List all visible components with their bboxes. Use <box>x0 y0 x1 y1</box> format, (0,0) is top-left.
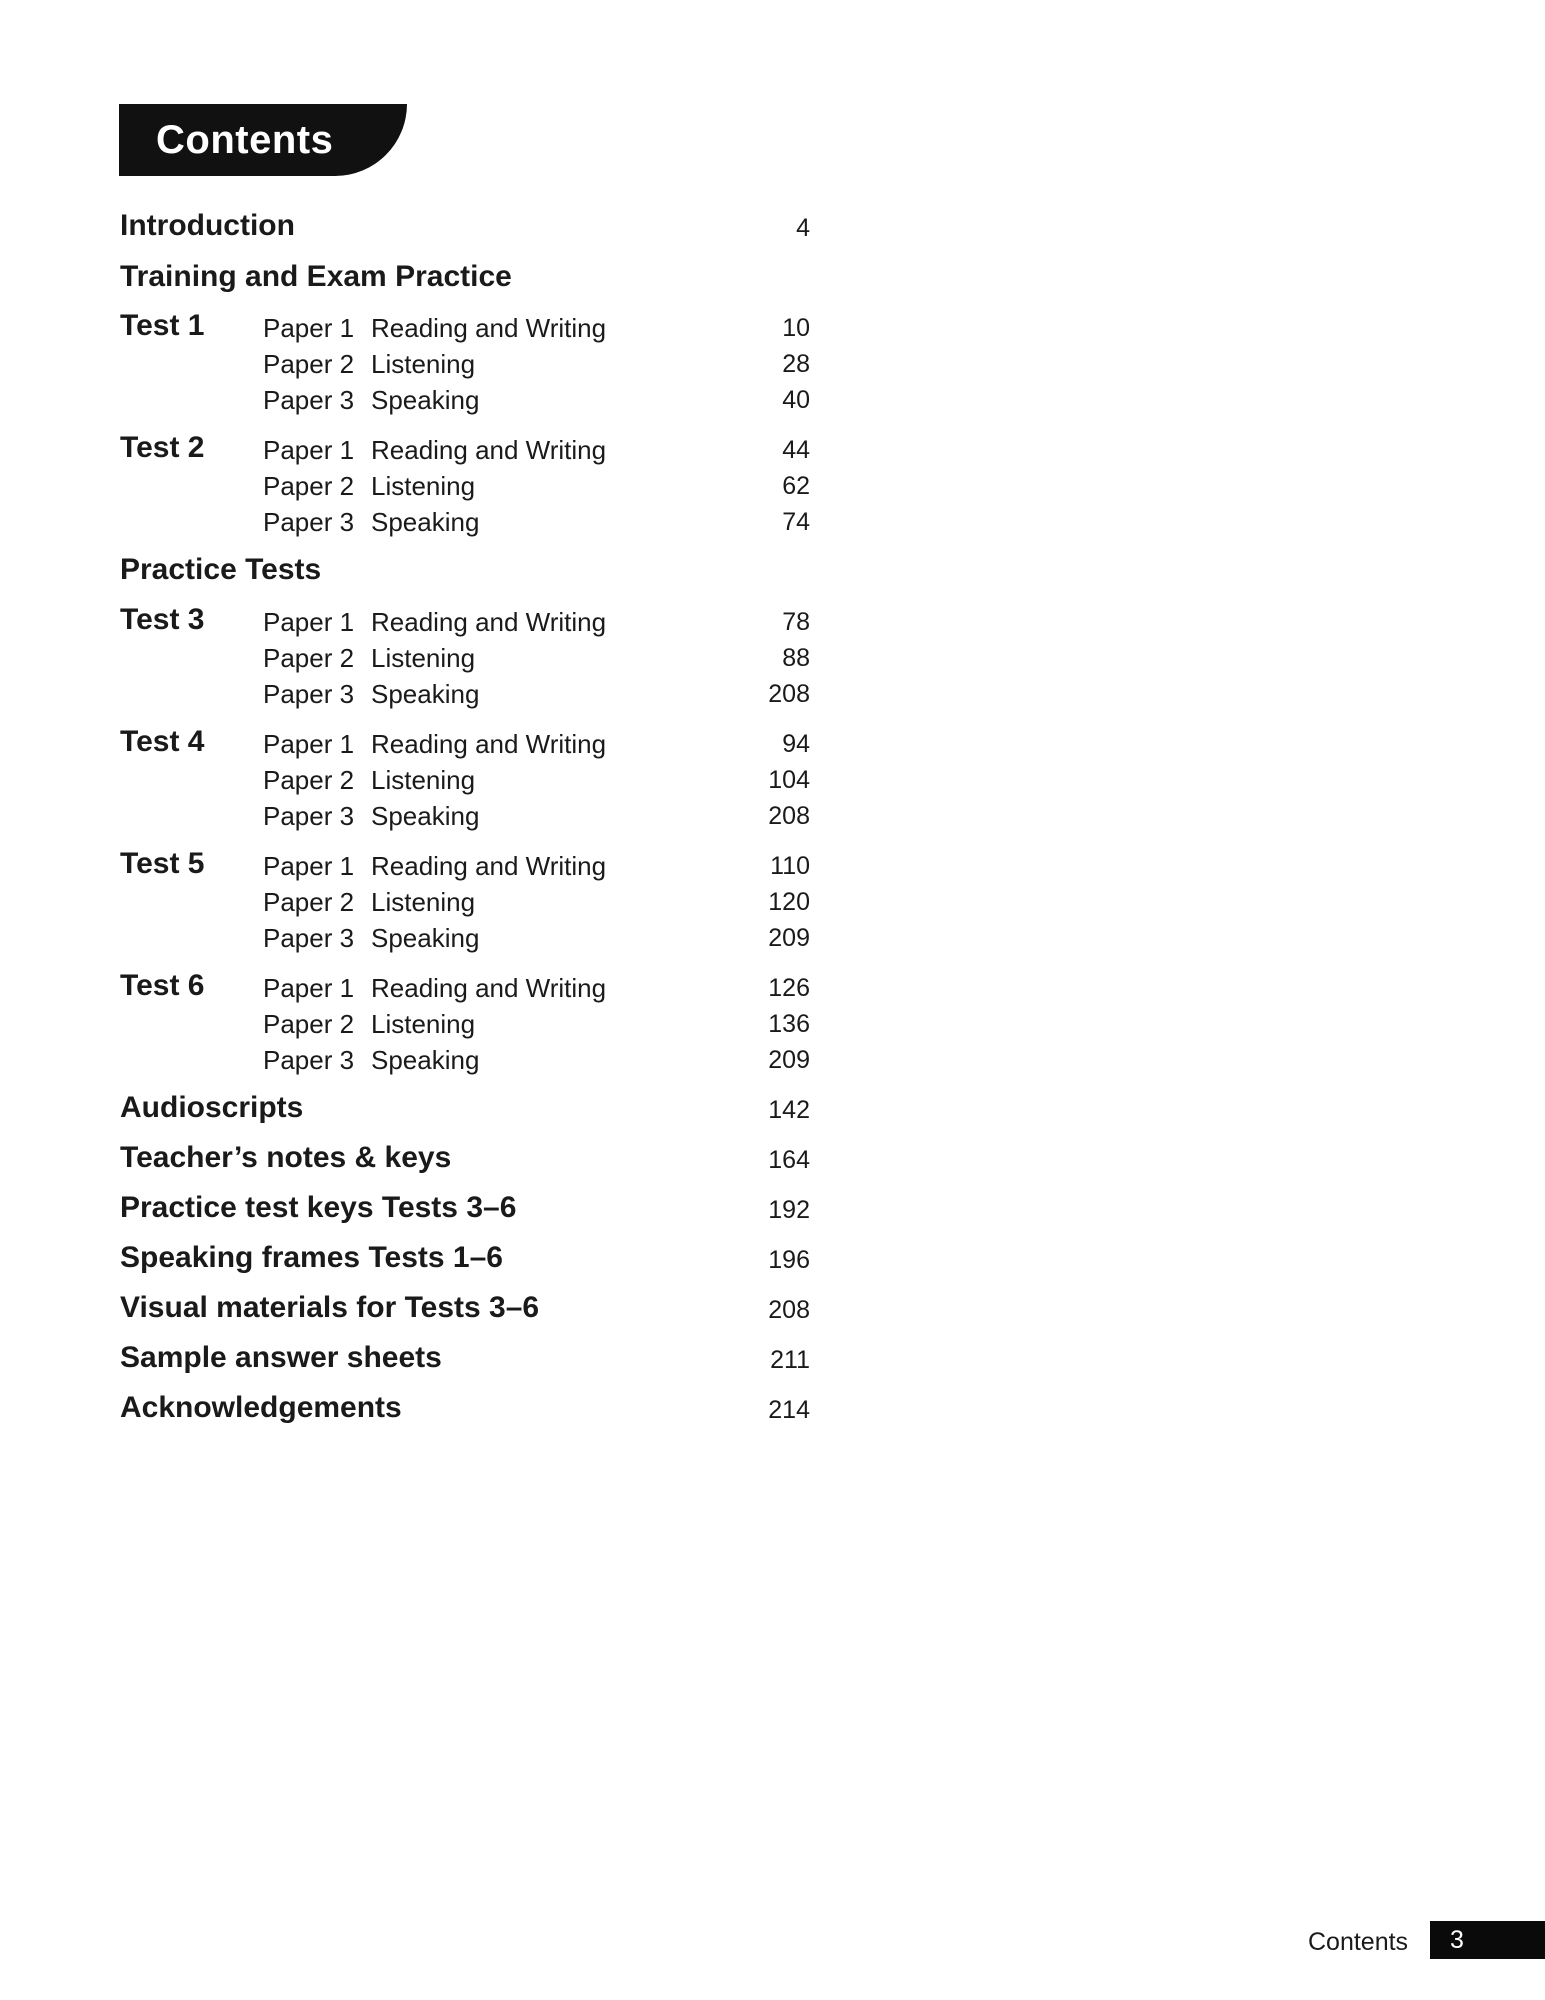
test-label: Test 6 <box>120 969 205 1002</box>
toc-test-1-paper-2[interactable] <box>120 346 810 382</box>
paper-label: Paper 1 <box>263 729 355 759</box>
toc-entry-page: 142 <box>768 1096 810 1124</box>
toc-entry-label: Audioscripts <box>120 1091 304 1124</box>
toc-test-4-paper-2[interactable] <box>120 762 810 798</box>
paper-label: Paper 3 <box>263 507 355 537</box>
toc-test-6-paper-2[interactable] <box>120 1006 810 1042</box>
toc-entry-page: 104 <box>768 766 810 794</box>
toc-entry-page: 214 <box>768 1396 810 1424</box>
toc-entry-sample-answer-sheets[interactable] <box>120 1336 810 1380</box>
toc-entry-label: Acknowledgements <box>120 1391 402 1424</box>
section-label: Speaking <box>371 1045 480 1075</box>
section-label: Speaking <box>371 679 480 709</box>
toc-entry-speaking-frames[interactable] <box>120 1236 810 1280</box>
page-title: Contents <box>119 104 407 176</box>
toc-entry-acknowledgements[interactable] <box>120 1386 810 1430</box>
section-label: Speaking <box>371 507 480 537</box>
paper-label: Paper 1 <box>263 607 355 637</box>
toc-entry-introduction[interactable] <box>120 204 810 248</box>
paper-label: Paper 3 <box>263 385 355 415</box>
section-heading-label: Training and Exam Practice <box>120 260 512 293</box>
toc-entry-page: 62 <box>782 472 810 500</box>
paper-label: Paper 2 <box>263 1009 355 1039</box>
section-label: Reading and Writing <box>371 313 607 343</box>
toc-entry-page: 211 <box>770 1346 810 1374</box>
section-heading-label: Practice Tests <box>120 553 322 586</box>
test-label: Test 3 <box>120 603 205 636</box>
toc-entry-page: 40 <box>782 386 810 414</box>
section-label: Speaking <box>371 923 480 953</box>
section-label: Listening <box>371 887 476 917</box>
paper-label: Paper 3 <box>263 679 355 709</box>
test-label: Test 2 <box>120 431 205 464</box>
paper-label: Paper 2 <box>263 765 355 795</box>
toc-entry-label: Teacher’s notes & keys <box>120 1141 452 1174</box>
toc-entry-page: 94 <box>782 730 810 758</box>
paper-label: Paper 3 <box>263 801 355 831</box>
paper-label: Paper 1 <box>263 435 355 465</box>
section-label: Reading and Writing <box>371 435 607 465</box>
toc-test-3-paper-1[interactable] <box>120 604 810 640</box>
section-label: Speaking <box>371 385 480 415</box>
toc-entry-label: Sample answer sheets <box>120 1341 442 1374</box>
paper-label: Paper 3 <box>263 923 355 953</box>
section-heading-practice <box>120 548 810 592</box>
footer-page-number: 3 <box>1430 1921 1545 1959</box>
section-label: Listening <box>371 643 476 673</box>
section-heading-training <box>120 255 810 299</box>
toc-test-3-paper-2[interactable] <box>120 640 810 676</box>
toc-test-5-paper-1[interactable] <box>120 848 810 884</box>
section-label: Reading and Writing <box>371 607 607 637</box>
toc-test-4-paper-3[interactable] <box>120 798 810 834</box>
paper-label: Paper 2 <box>263 643 355 673</box>
toc-entry-page: 208 <box>768 1296 810 1324</box>
toc-entry-page: 120 <box>768 888 810 916</box>
toc-entry-page: 136 <box>768 1010 810 1038</box>
section-label: Reading and Writing <box>371 729 607 759</box>
toc-test-5-paper-2[interactable] <box>120 884 810 920</box>
toc-entry-page: 208 <box>768 802 810 830</box>
test-label: Test 4 <box>120 725 205 758</box>
toc-test-2-paper-3[interactable] <box>120 504 810 540</box>
paper-label: Paper 1 <box>263 313 355 343</box>
toc-test-6-paper-3[interactable] <box>120 1042 810 1078</box>
toc-entry-page: 4 <box>796 214 810 242</box>
toc-entry-page: 78 <box>782 608 810 636</box>
toc-test-2-paper-2[interactable] <box>120 468 810 504</box>
paper-label: Paper 1 <box>263 851 355 881</box>
toc-entry-teachers-notes[interactable] <box>120 1136 810 1180</box>
section-label: Listening <box>371 765 476 795</box>
toc-test-6-paper-1[interactable] <box>120 970 810 1006</box>
test-label: Test 1 <box>120 309 205 342</box>
section-label: Listening <box>371 1009 476 1039</box>
toc-entry-audioscripts[interactable] <box>120 1086 810 1130</box>
section-label: Listening <box>371 471 476 501</box>
toc-entry-label: Visual materials for Tests 3–6 <box>120 1291 540 1324</box>
toc-entry-page: 196 <box>768 1246 810 1274</box>
toc-entry-page: 110 <box>770 852 810 880</box>
toc-entry-page: 28 <box>782 350 810 378</box>
toc-entry-page: 126 <box>768 974 810 1002</box>
section-label: Speaking <box>371 801 480 831</box>
footer-section-label: Contents <box>1308 1928 1409 1956</box>
toc-entry-page: 74 <box>782 508 810 536</box>
toc-test-5-paper-3[interactable] <box>120 920 810 956</box>
toc-entry-page: 209 <box>768 1046 810 1074</box>
section-label: Reading and Writing <box>371 973 607 1003</box>
paper-label: Paper 2 <box>263 471 355 501</box>
toc-test-1-paper-1[interactable] <box>120 310 810 346</box>
section-label: Listening <box>371 349 476 379</box>
paper-label: Paper 3 <box>263 1045 355 1075</box>
toc-entry-label: Practice test keys Tests 3–6 <box>120 1191 517 1224</box>
toc-entry-practice-test-keys[interactable] <box>120 1186 810 1230</box>
toc-test-2-paper-1[interactable] <box>120 432 810 468</box>
paper-label: Paper 2 <box>263 887 355 917</box>
toc-entry-page: 88 <box>782 644 810 672</box>
toc-entry-page: 208 <box>768 680 810 708</box>
toc-entry-visual-materials[interactable] <box>120 1286 810 1330</box>
toc-entry-page: 209 <box>768 924 810 952</box>
toc-entry-page: 164 <box>768 1146 810 1174</box>
toc-entry-page: 10 <box>782 314 810 342</box>
toc-entry-label: Introduction <box>120 209 295 242</box>
toc-entry-label: Speaking frames Tests 1–6 <box>120 1241 503 1274</box>
paper-label: Paper 1 <box>263 973 355 1003</box>
toc-test-3-paper-3[interactable] <box>120 676 810 712</box>
test-label: Test 5 <box>120 847 205 880</box>
toc-entry-page: 44 <box>782 436 810 464</box>
toc-entry-page: 192 <box>768 1196 810 1224</box>
section-label: Reading and Writing <box>371 851 607 881</box>
toc-test-1-paper-3[interactable] <box>120 382 810 418</box>
toc-test-4-paper-1[interactable] <box>120 726 810 762</box>
paper-label: Paper 2 <box>263 349 355 379</box>
